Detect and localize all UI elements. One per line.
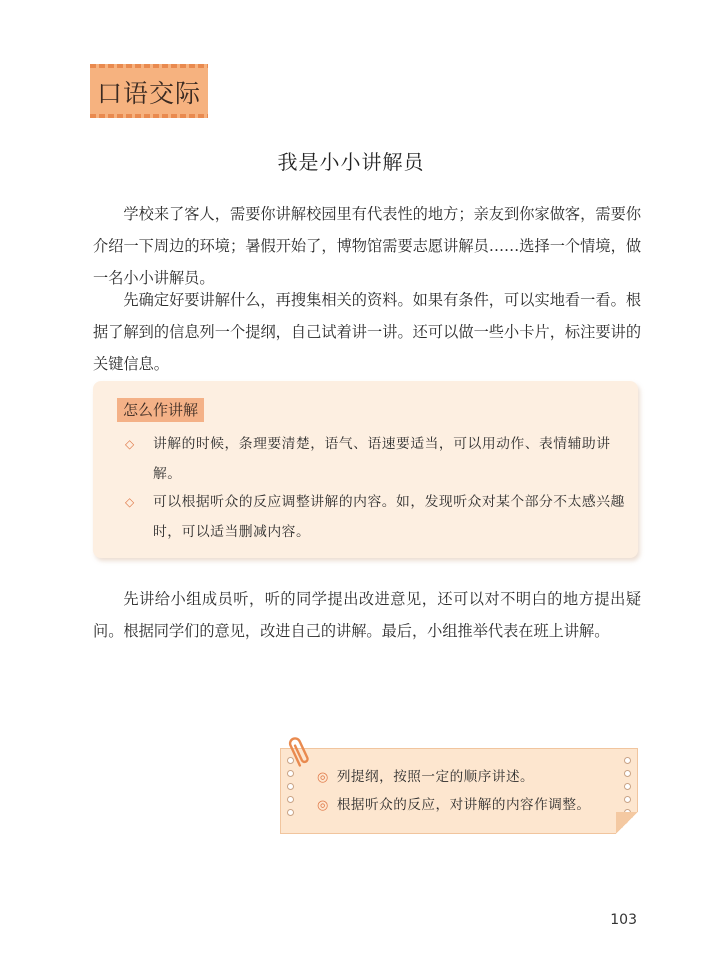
note-item-text: 列提纲，按照一定的顺序讲述。 (336, 769, 535, 785)
tip-box (93, 381, 638, 558)
note-item-text: 根据听众的反应，对讲解的内容作调整。 (336, 797, 591, 813)
paragraph-1: 学校来了客人，需要你讲解校园里有代表性的地方；亲友到你家做客，需要你介绍一下周边的环境；暑假开始了，博物馆需要志愿讲解员……选择一个情境，做一名小小讲解员。 (93, 205, 641, 287)
note-card-holes-right (624, 757, 631, 816)
folded-corner (616, 812, 638, 834)
circle-bullet-icon: ◎ (317, 770, 329, 785)
note-card (280, 748, 638, 834)
tip-item-text: 可以根据听众的反应调整讲解的内容。如，发现听众对某个部分不太感兴趣时，可以适当删减内容。 (153, 494, 625, 540)
paragraph-2: 先确定好要讲解什么，再搜集相关的资料。如果有条件，可以实地看一看。根据了解到的信息列一个提纲，自己试着讲一讲。还可以做一些小卡片，标注要讲的关键信息。 (93, 291, 641, 373)
paperclip-icon (285, 735, 311, 769)
section-badge (90, 64, 208, 118)
diamond-icon: ◇ (125, 495, 135, 509)
note-item (317, 793, 591, 818)
tip-item-text: 讲解的时候，条理要清楚，语气、语速要适当，可以用动作、表情辅助讲解。 (153, 436, 611, 482)
tip-box-label: 怎么作讲解 (117, 398, 204, 422)
paragraph-3: 先讲给小组成员听，听的同学提出改进意见，还可以对不明白的地方提出疑问。根据同学们的意见，改进自己的讲解。最后，小组推举代表在班上讲解。 (93, 590, 641, 640)
tip-item (125, 429, 625, 489)
lesson-title: 我是小小讲解员 (277, 150, 425, 174)
tip-item (125, 487, 625, 547)
section-label: 口语交际 (96, 79, 201, 108)
note-item (317, 765, 534, 790)
page-number: 103 (610, 912, 637, 928)
circle-bullet-icon: ◎ (317, 798, 329, 813)
diamond-icon: ◇ (125, 437, 135, 451)
